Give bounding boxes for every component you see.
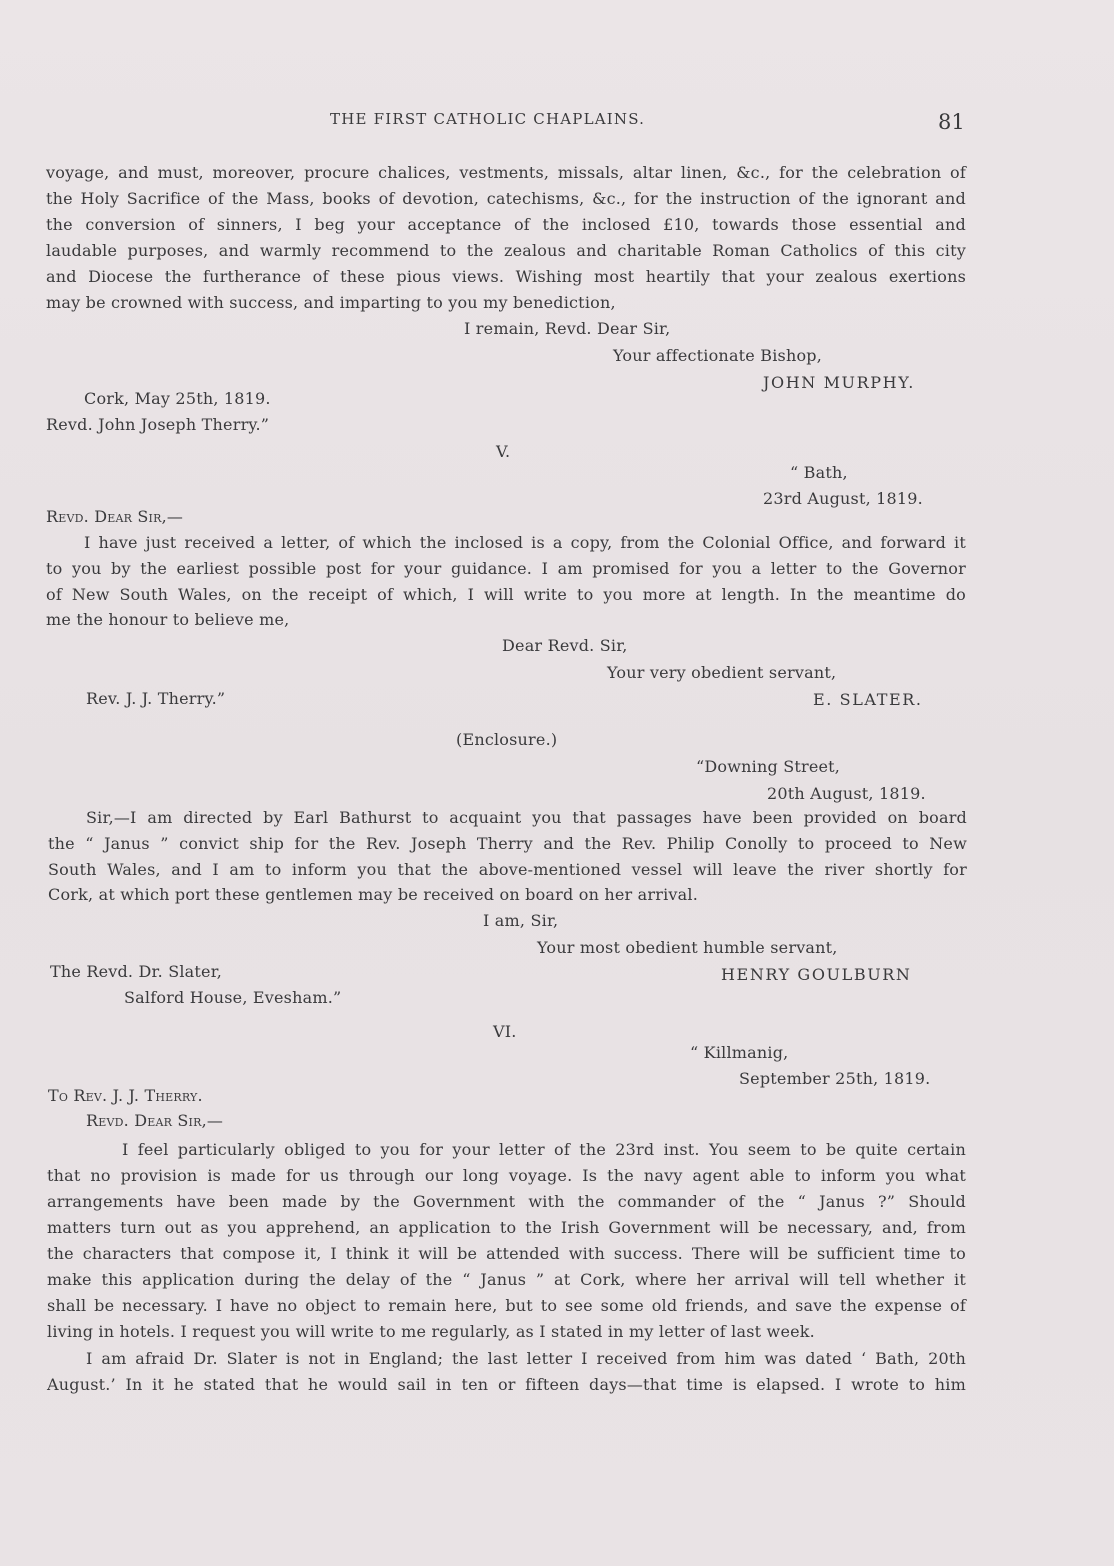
- body-line: and Diocese the furtherance of these pious views. Wishing most heartily that your zealous exertions: [46, 267, 966, 286]
- body-line: arrangements have been made by the Government with the commander of the “ Janus ?” Should: [47, 1192, 966, 1211]
- salutation: Revd. Dear Sir,—: [86, 1111, 224, 1130]
- body-line: shall be necessary. I have no object to remain here, but to see some old friends, and save the expense of: [47, 1296, 966, 1315]
- body-line: living in hotels. I request you will write to me regularly, as I stated in my letter of last week.: [47, 1322, 815, 1341]
- body-line: August.’ In it he stated that he would sail in ten or fifteen days—that time is elapsed. I wrote to him: [47, 1375, 966, 1394]
- letter-place: “ Killmanig,: [690, 1043, 789, 1062]
- body-line: I have just received a letter, of which the inclosed is a copy, from the Colonial Office, and forward it: [84, 533, 966, 552]
- body-line: may be crowned with success, and imparting to you my benediction,: [46, 293, 616, 312]
- body-line: I am afraid Dr. Slater is not in England; the last letter I received from him was dated ‘ Bath, 20th: [86, 1349, 966, 1368]
- body-line: of New South Wales, on the receipt of which, I will write to you more at length. In the meantime do: [46, 585, 966, 604]
- body-line: make this application during the delay of the “ Janus ” at Cork, where her arrival will tell whether it: [47, 1270, 966, 1289]
- closing-line: Your most obedient humble servant,: [537, 938, 838, 957]
- addressee: The Revd. Dr. Slater,: [50, 962, 223, 981]
- addressee-address: Salford House, Evesham.”: [124, 988, 342, 1007]
- closing-line: Your very obedient servant,: [607, 663, 837, 682]
- body-line: Sir,—I am directed by Earl Bathurst to acquaint you that passages have been provided on board: [86, 808, 967, 827]
- signature: E. SLATER.: [813, 690, 923, 709]
- letter-numeral: V.: [496, 442, 511, 461]
- signature: JOHN MURPHY.: [763, 373, 915, 392]
- signature: HENRY GOULBURN: [721, 965, 912, 984]
- body-line: South Wales, and I am to inform you that the above-mentioned vessel will leave the river shortly for: [48, 860, 967, 879]
- closing-line: Dear Revd. Sir,: [502, 636, 628, 655]
- addressee: Revd. John Joseph Therry.”: [46, 415, 270, 434]
- letter-date: 23rd August, 1819.: [763, 489, 923, 508]
- body-line: the “ Janus ” convict ship for the Rev. Joseph Therry and the Rev. Philip Conolly to proceed to New: [48, 834, 967, 853]
- body-line: Cork, at which port these gentlemen may be received on board on her arrival.: [48, 885, 698, 904]
- body-line: me the honour to believe me,: [46, 610, 290, 629]
- body-line: that no provision is made for us through our long voyage. Is the navy agent able to inform you what: [47, 1166, 966, 1185]
- closing-line: I am, Sir,: [483, 911, 559, 930]
- enclosure-label: (Enclosure.): [456, 730, 558, 749]
- closing-line: I remain, Revd. Dear Sir,: [464, 319, 671, 338]
- to-line: To Rev. J. J. Therry.: [48, 1086, 203, 1105]
- letter-date: September 25th, 1819.: [739, 1069, 931, 1088]
- body-line: I feel particularly obliged to you for your letter of the 23rd inst. You seem to be quite certain: [122, 1140, 966, 1159]
- running-title: THE FIRST CATHOLIC CHAPLAINS.: [330, 110, 646, 128]
- letter-numeral: VI.: [493, 1022, 517, 1041]
- page-number: 81: [938, 110, 965, 134]
- body-line: the conversion of sinners, I beg your acceptance of the inclosed £10, towards those essential and: [46, 215, 966, 234]
- salutation: Revd. Dear Sir,—: [46, 507, 184, 526]
- letter-place: “ Bath,: [790, 463, 848, 482]
- body-line: the characters that compose it, I think it will be attended with success. There will be sufficient time to: [47, 1244, 966, 1263]
- body-line: to you by the earliest possible post for your guidance. I am promised for you a letter to the Governor: [46, 559, 966, 578]
- body-line: matters turn out as you apprehend, an application to the Irish Government will be necessary, and, from: [47, 1218, 966, 1237]
- addressee: Rev. J. J. Therry.”: [86, 689, 226, 708]
- place-date: Cork, May 25th, 1819.: [84, 389, 271, 408]
- letter-date: 20th August, 1819.: [767, 784, 926, 803]
- letter-place: “Downing Street,: [696, 757, 841, 776]
- closing-line: Your affectionate Bishop,: [613, 346, 823, 365]
- body-line: laudable purposes, and warmly recommend to the zealous and charitable Roman Catholics of this city: [46, 241, 966, 260]
- body-line: the Holy Sacrifice of the Mass, books of devotion, catechisms, &c., for the instruction of the ignorant and: [46, 189, 966, 208]
- body-line: voyage, and must, moreover, procure chalices, vestments, missals, altar linen, &c., for the celebration of: [46, 163, 966, 182]
